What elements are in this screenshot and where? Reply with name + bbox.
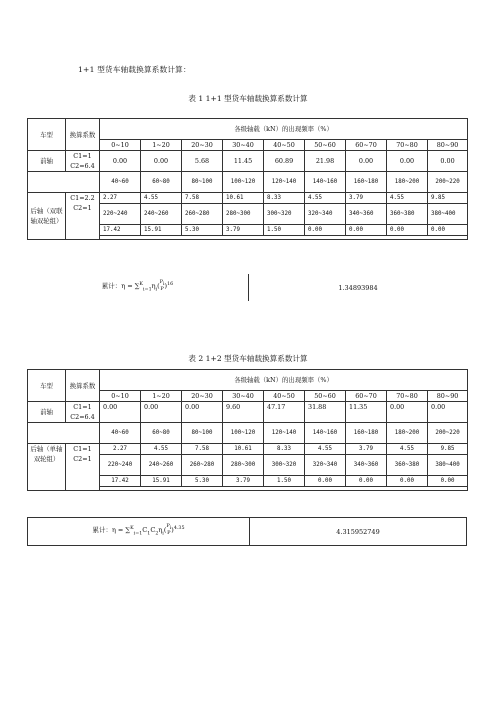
range-cell: 30~40 — [223, 391, 264, 402]
value-cell: 1.50 — [264, 225, 305, 236]
spacer-cell — [28, 423, 100, 444]
range-cell: 60~70 — [346, 140, 387, 151]
range-cell: 80~90 — [428, 140, 468, 151]
range-cell: 120~140 — [264, 172, 305, 193]
value-cell: 4.55 — [387, 444, 428, 455]
value-cell: 0.00 — [387, 402, 428, 423]
value-cell: 0.00 — [428, 151, 468, 172]
value-cell: 0.00 — [428, 225, 468, 236]
range-cell: 0~10 — [100, 140, 141, 151]
value-cell: 5.68 — [182, 151, 223, 172]
spacer-cell — [100, 236, 468, 240]
value-cell: 2.27 — [100, 444, 141, 455]
header-vehicle: 车型 — [28, 119, 66, 151]
value-cell: 0.00 — [387, 476, 428, 487]
value-cell: 9.60 — [223, 402, 264, 423]
range-cell: 320~340 — [305, 455, 346, 476]
range-cell: 40~50 — [264, 391, 305, 402]
value-cell: 7.58 — [182, 444, 223, 455]
value-cell: 17.42 — [100, 476, 141, 487]
range-cell: 50~60 — [305, 391, 346, 402]
value-cell: 15.91 — [141, 476, 182, 487]
value-cell: 4.55 — [141, 444, 182, 455]
range-cell: 160~180 — [346, 423, 387, 444]
rear-axle-label: 后轴（双联轴双轮组） — [28, 193, 66, 240]
range-cell: 60~70 — [346, 391, 387, 402]
value-cell: 11.45 — [223, 151, 264, 172]
range-cell: 80~100 — [182, 423, 223, 444]
range-cell: 260~280 — [182, 455, 223, 476]
range-cell: 240~260 — [141, 204, 182, 225]
rear-axle-label: 后轴（单轴双轮组） — [28, 444, 66, 491]
header-freq: 各级轴载（kN）的出现频率（%） — [100, 370, 468, 391]
value-cell: 3.79 — [223, 225, 264, 236]
range-cell: 30~40 — [223, 140, 264, 151]
range-cell: 360~380 — [387, 455, 428, 476]
range-cell: 1~20 — [141, 391, 182, 402]
value-cell: 0.00 — [346, 151, 387, 172]
range-cell: 120~140 — [264, 423, 305, 444]
table1-sum-formula: 累计：$\eta = \sum^K_{i=1}\eta_i$( $P_i$ P )$^{16}$ — [27, 274, 249, 301]
range-cell: 260~280 — [182, 204, 223, 225]
range-cell: 0~10 — [100, 391, 141, 402]
intro-text: 1+1 型货车轴载换算系数计算： — [78, 65, 191, 74]
value-cell: 0.00 — [305, 476, 346, 487]
header-vehicle: 车型 — [28, 370, 66, 402]
table1 — [27, 118, 468, 240]
spacer-cell — [100, 487, 468, 491]
range-cell: 380~400 — [428, 455, 468, 476]
front-axle-label: 前轴 — [28, 151, 66, 172]
value-cell: 0.00 — [346, 225, 387, 236]
range-cell: 200~220 — [428, 172, 468, 193]
value-cell: 9.85 — [428, 193, 468, 204]
range-cell: 60~80 — [141, 423, 182, 444]
range-cell: 40~60 — [100, 172, 141, 193]
value-cell: 3.79 — [223, 476, 264, 487]
range-cell: 100~120 — [223, 423, 264, 444]
range-cell: 180~200 — [387, 423, 428, 444]
header-coef: 换算系数 — [66, 119, 100, 151]
header-freq: 各级轴载（kN）的出现频率（%） — [100, 119, 468, 140]
range-cell: 360~380 — [387, 204, 428, 225]
value-cell: 1.50 — [264, 476, 305, 487]
range-cell: 20~30 — [182, 140, 223, 151]
value-cell: 0.00 — [428, 476, 468, 487]
range-cell: 380~400 — [428, 204, 468, 225]
value-cell: 8.33 — [264, 193, 305, 204]
range-cell: 80~100 — [182, 172, 223, 193]
range-cell: 300~320 — [264, 455, 305, 476]
value-cell: 15.91 — [141, 225, 182, 236]
range-cell: 40~60 — [100, 423, 141, 444]
sum-label: 累计：η = ∑ — [101, 282, 140, 291]
value-cell: 0.00 — [428, 402, 468, 423]
range-cell: 320~340 — [305, 204, 346, 225]
range-cell: 60~80 — [141, 172, 182, 193]
table2 — [27, 369, 468, 491]
value-cell: 5.30 — [182, 476, 223, 487]
value-cell: 0.00 — [141, 151, 182, 172]
range-cell: 1~20 — [141, 140, 182, 151]
range-cell: 220~240 — [100, 204, 141, 225]
value-cell: 0.00 — [387, 151, 428, 172]
range-cell: 140~160 — [305, 423, 346, 444]
value-cell: 4.55 — [387, 193, 428, 204]
value-cell: 5.30 — [182, 225, 223, 236]
sum-label: 累计：η = ∑ — [92, 526, 131, 535]
value-cell: 31.88 — [305, 402, 346, 423]
range-cell: 70~80 — [387, 391, 428, 402]
table1-sum-value: 1.34893984 — [338, 283, 378, 292]
value-cell: 2.27 — [100, 193, 141, 204]
header-coef: 换算系数 — [66, 370, 100, 402]
range-cell: 160~180 — [346, 172, 387, 193]
range-cell: 70~80 — [387, 140, 428, 151]
range-cell: 140~160 — [305, 172, 346, 193]
range-cell: 280~300 — [223, 455, 264, 476]
range-cell: 300~320 — [264, 204, 305, 225]
value-cell: 17.42 — [100, 225, 141, 236]
value-cell: 21.98 — [305, 151, 346, 172]
range-cell: 180~200 — [387, 172, 428, 193]
value-cell: 7.58 — [182, 193, 223, 204]
value-cell: 0.00 — [182, 402, 223, 423]
range-cell: 240~260 — [141, 455, 182, 476]
value-cell: 0.00 — [346, 476, 387, 487]
value-cell: 0.00 — [141, 402, 182, 423]
value-cell: 3.79 — [346, 193, 387, 204]
range-cell: 280~300 — [223, 204, 264, 225]
front-axle-label: 前轴 — [28, 402, 66, 423]
value-cell: 8.33 — [264, 444, 305, 455]
range-cell: 20~30 — [182, 391, 223, 402]
range-cell: 50~60 — [305, 140, 346, 151]
table2-sum-value: 4.315952749 — [336, 527, 380, 536]
value-cell: 9.85 — [428, 444, 468, 455]
table1-caption: 表 1 1+1 型货车轴载换算系数计算 — [188, 94, 308, 103]
value-cell: 4.55 — [141, 193, 182, 204]
table2-sum-row — [27, 517, 467, 546]
spacer-cell — [28, 172, 100, 193]
value-cell: 0.00 — [305, 225, 346, 236]
rear-axle-coef: C1=2.2 C2=1 — [66, 193, 100, 240]
value-cell: 47.17 — [264, 402, 305, 423]
value-cell: 4.55 — [305, 444, 346, 455]
value-cell: 60.89 — [264, 151, 305, 172]
table2-sum-formula: 累计：$\eta = \sum^K_{i=1}C_1C_2\eta_i$( $P_i$ P )$^{4.35}$ — [28, 518, 250, 546]
value-cell: 0.00 — [100, 151, 141, 172]
value-cell: 0.00 — [100, 402, 141, 423]
range-cell: 200~220 — [428, 423, 468, 444]
table1-sum-row — [27, 274, 467, 301]
value-cell: 11.35 — [346, 402, 387, 423]
value-cell: 10.61 — [223, 193, 264, 204]
range-cell: 100~120 — [223, 172, 264, 193]
range-cell: 340~360 — [346, 204, 387, 225]
range-cell: 40~50 — [264, 140, 305, 151]
value-cell: 3.79 — [346, 444, 387, 455]
range-cell: 340~360 — [346, 455, 387, 476]
table2-caption: 表 2 1+2 型货车轴载换算系数计算 — [188, 354, 308, 363]
range-cell: 220~240 — [100, 455, 141, 476]
front-axle-coef: C1=1 C2=6.4 — [66, 402, 100, 423]
value-cell: 10.61 — [223, 444, 264, 455]
value-cell: 0.00 — [387, 225, 428, 236]
value-cell: 4.55 — [305, 193, 346, 204]
rear-axle-coef: C1=1 C2=1 — [66, 444, 100, 491]
range-cell: 80~90 — [428, 391, 468, 402]
front-axle-coef: C1=1 C2=6.4 — [66, 151, 100, 172]
